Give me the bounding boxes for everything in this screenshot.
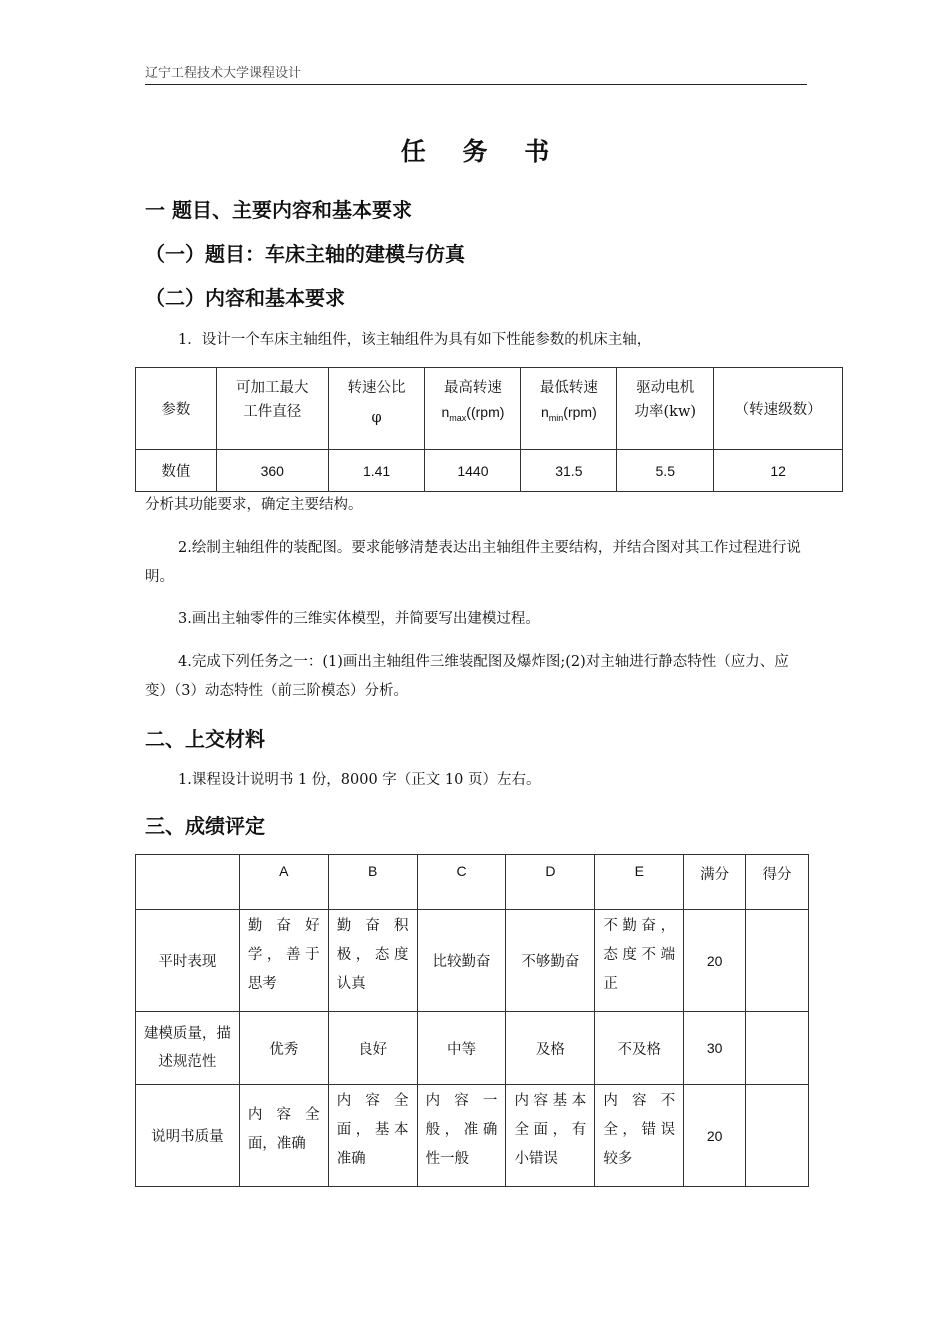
grade-cell-c: 中等 [417,1012,506,1085]
paragraph-4: 4.完成下列任务之一：(1)画出主轴组件三维装配图及爆炸图;(2)对主轴进行静态特性（应力、应变）（3）动态特性（前三阶模态）分析。 [145,654,789,699]
grade-cell-score [746,1085,809,1187]
grade-header-score: 得分 [746,855,809,910]
subsection-heading-topic: （一）题目：车床主轴的建模与仿真 [145,242,465,266]
paragraph-3: 3.画出主轴零件的三维实体模型，并简要写出建模过程。 [178,611,540,627]
param-value-steps: 12 [714,450,843,492]
grade-cell-full: 20 [684,910,746,1012]
param-header-diameter: 可加工最大工件直径 [216,368,328,450]
grade-row [136,910,809,1012]
param-header-ratio: 转速公比 φ [328,368,425,450]
paragraph-1: 1．设计一个车床主轴组件，该主轴组件为具有如下性能参数的机床主轴， [178,332,652,348]
param-value-ratio: 1.41 [328,450,425,492]
page-title: 任 务 书 [400,137,564,166]
grade-cell-c: 比较勤奋 [417,910,506,1012]
section-heading-1: 一 题目、主要内容和基本要求 [145,198,412,222]
parameter-table [135,367,843,492]
grade-row [136,1012,809,1085]
grade-header-a: A [239,855,328,910]
grade-cell-full: 30 [684,1012,746,1085]
paragraph-1-after: 分析其功能要求，确定主要结构。 [145,497,363,513]
param-value-nmax: 1440 [425,450,521,492]
param-value-power: 5.5 [617,450,714,492]
grade-cell-e: 不勤奋，态度不端正 [595,910,684,1012]
grade-row-label: 建模质量，描述规范性 [136,1012,240,1085]
grade-row-label: 平时表现 [136,910,240,1012]
grade-cell-d: 内容基本全面，有小错误 [506,1085,595,1187]
grade-cell-b: 良好 [328,1012,417,1085]
grade-cell-d: 不够勤奋 [506,910,595,1012]
paragraph-2: 2.绘制主轴组件的装配图。要求能够清楚表达出主轴组件主要结构，并结合图对其工作过程进行说明。 [145,540,801,585]
param-value-diameter: 360 [216,450,328,492]
grade-cell-score [746,910,809,1012]
grade-cell-score [746,1012,809,1085]
param-header-steps: （转速级数） [714,368,843,450]
grade-header-b: B [328,855,417,910]
section-heading-3: 三、成绩评定 [145,814,265,838]
grade-row-label: 说明书质量 [136,1085,240,1187]
grade-header-full: 满分 [684,855,746,910]
param-row-label: 参数 [136,368,217,450]
grade-header-empty [136,855,240,910]
paragraph-5: 1.课程设计说明书 1 份，8000 字（正文 10 页）左右。 [178,772,541,788]
grade-cell-a: 内容全面，准确 [239,1085,328,1187]
grade-cell-e: 内容不全，错误较多 [595,1085,684,1187]
grade-header-c: C [417,855,506,910]
grade-header-d: D [506,855,595,910]
param-row-label-values: 数值 [136,450,217,492]
page-header: 辽宁工程技术大学课程设计 [145,64,807,85]
grade-cell-full: 20 [684,1085,746,1187]
grade-header-e: E [595,855,684,910]
param-value-nmin: 31.5 [521,450,617,492]
grade-row [136,1085,809,1187]
subsection-heading-requirements: （二）内容和基本要求 [145,286,345,310]
grade-cell-b: 内容全面，基本准确 [328,1085,417,1187]
grade-cell-b: 勤奋积极，态度认真 [328,910,417,1012]
param-header-nmin: 最低转速 $n_{min}(rpm)$ [521,368,617,450]
grade-cell-a: 勤奋好学，善于思考 [239,910,328,1012]
grading-table [135,854,809,1187]
grade-cell-d: 及格 [506,1012,595,1085]
param-header-power: 驱动电机功率(kw) [617,368,714,450]
grade-cell-c: 内容一般，准确性一般 [417,1085,506,1187]
section-heading-2: 二、上交材料 [145,727,265,751]
grade-cell-a: 优秀 [239,1012,328,1085]
grade-cell-e: 不及格 [595,1012,684,1085]
param-header-nmax: 最高转速 $n_{max}((rpm)$ [425,368,521,450]
